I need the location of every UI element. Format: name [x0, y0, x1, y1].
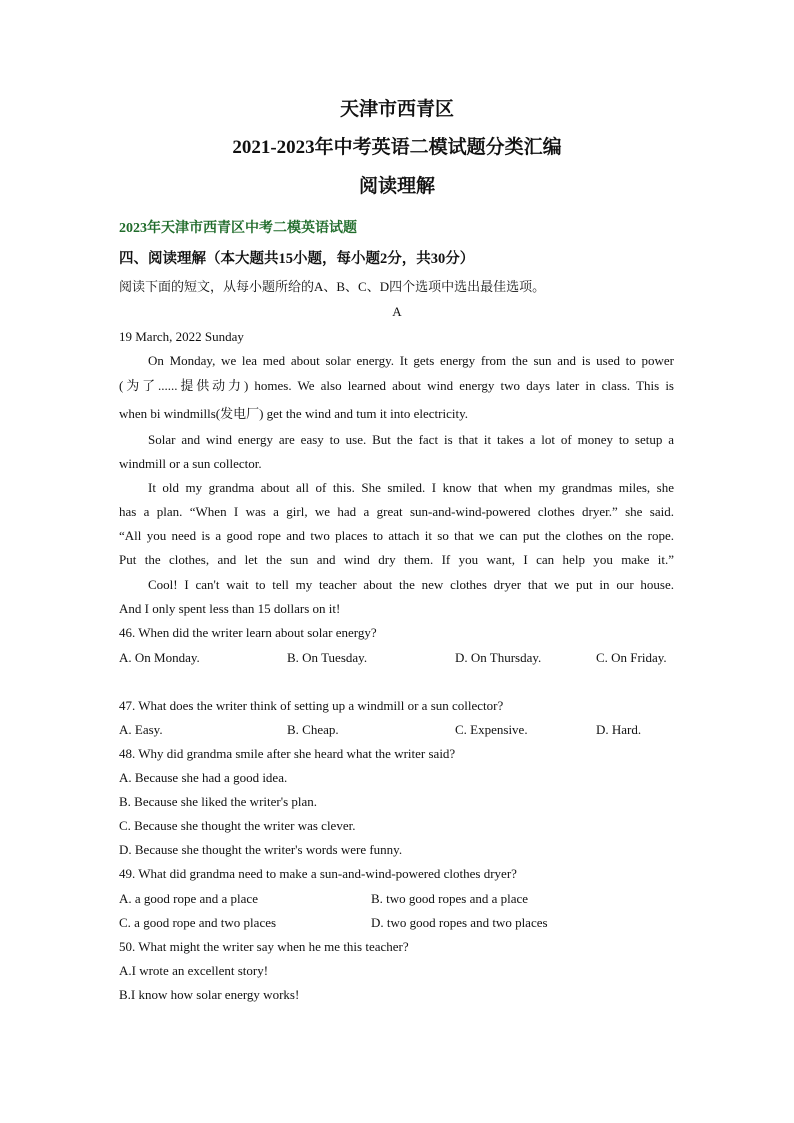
passage-line: On Monday, we lea med about solar energy. It gets energy from the sun and is used to power	[148, 353, 674, 368]
question-47-option: B. Cheap.	[287, 722, 339, 737]
passage-line: windmill or a sun collector.	[119, 456, 262, 471]
question-50-stem: 50. What might the writer say when he me this teacher?	[119, 939, 409, 954]
document-title-main: 2021-2023年中考英语二模试题分类汇编	[232, 137, 562, 158]
question-46-stem: 46. When did the writer learn about solar energy?	[119, 625, 377, 640]
passage-label: A	[392, 304, 402, 319]
question-48-option: D. Because she thought the writer's words were funny.	[119, 842, 403, 857]
question-46-option: D. On Thursday.	[455, 650, 542, 665]
passage-line: when bi windmills(发电厂) get the wind and tum it into electricity.	[119, 406, 469, 421]
section-heading: 2023年天津市西青区中考二模英语试题	[119, 221, 357, 236]
passage-line: has a plan. “When I was a girl, we had a great sun-and-wind-powered clothes dryer.” she said.	[119, 504, 674, 519]
question-48-option: B. Because she liked the writer's plan.	[119, 794, 318, 809]
passage-line: (为了......提供动力) homes. We also learned about wind energy two days later in class. This is	[119, 378, 674, 393]
question-46-option: C. On Friday.	[596, 650, 667, 665]
question-48-option: A. Because she had a good idea.	[119, 770, 288, 785]
question-46-option: B. On Tuesday.	[287, 650, 368, 665]
question-49-option: A. a good rope and a place	[119, 891, 258, 906]
question-46-option: A. On Monday.	[119, 650, 200, 665]
question-50-option: B.I know how solar energy works!	[119, 987, 300, 1002]
question-49-option: D. two good ropes and two places	[371, 915, 548, 930]
question-47-option: A. Easy.	[119, 722, 163, 737]
question-48-stem: 48. Why did grandma smile after she heard what the writer said?	[119, 746, 456, 761]
passage-date: 19 March, 2022 Sunday	[119, 329, 244, 344]
passage-line: “All you need is a good rope and two places to attach it so that we can put the clothes on the rope.	[119, 528, 674, 543]
passage-line: Cool! I can't wait to tell my teacher about the new clothes dryer that we put in our house.	[148, 577, 674, 592]
instruction-text: 阅读下面的短文，从每小题所给的A、B、C、D四个选项中选出最佳选项。	[119, 279, 546, 294]
question-49-option: B. two good ropes and a place	[371, 891, 529, 906]
passage-line: Put the clothes, and let the sun and wind dry them. If you want, I can help you make it.”	[119, 552, 674, 567]
document-title-region: 天津市西青区	[339, 99, 454, 120]
passage-line: And I only spent less than 15 dollars on it!	[119, 601, 341, 616]
question-50-option: A.I wrote an excellent story!	[119, 963, 269, 978]
document-title-topic: 阅读理解	[358, 176, 435, 197]
question-49-stem: 49. What did grandma need to make a sun-and-wind-powered clothes dryer?	[119, 866, 517, 881]
question-47-option: C. Expensive.	[455, 722, 528, 737]
passage-line: Solar and wind energy are easy to use. But the fact is that it takes a lot of money to setup a	[148, 432, 674, 447]
question-48-option: C. Because she thought the writer was clever.	[119, 818, 356, 833]
part-heading: 四、阅读理解（本大题共15小题，每小题2分，共30分）	[119, 251, 475, 267]
question-47-option: D. Hard.	[596, 722, 642, 737]
question-49-option: C. a good rope and two places	[119, 915, 277, 930]
passage-line: It old my grandma about all of this. She smiled. I know that when my grandmas miles, she	[148, 480, 674, 495]
question-47-stem: 47. What does the writer think of setting up a windmill or a sun collector?	[119, 698, 504, 713]
